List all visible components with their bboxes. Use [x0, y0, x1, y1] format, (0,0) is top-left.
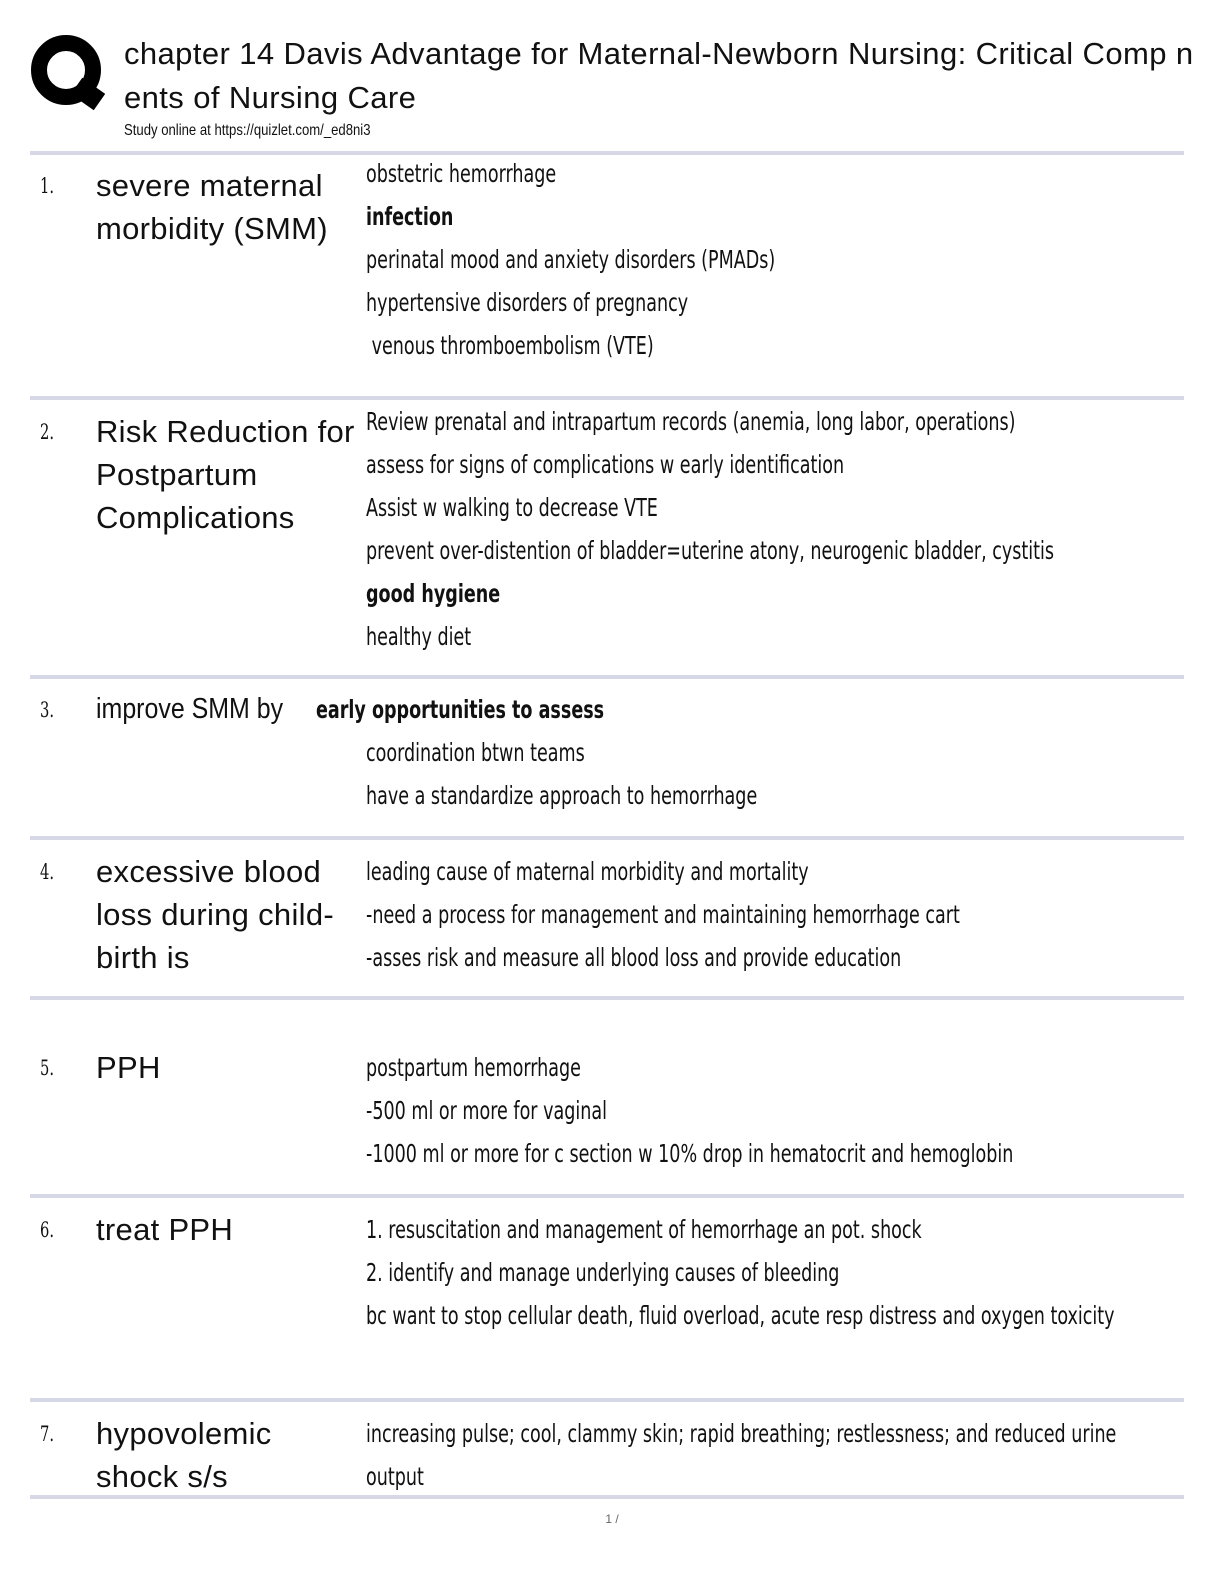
card-number: 2.	[40, 420, 55, 444]
definition-line: good hygiene	[366, 579, 501, 608]
divider	[30, 836, 1184, 840]
card-definition	[366, 850, 1186, 979]
definition-line: Review prenatal and intrapartum records (anemia, long labor, operations)	[366, 407, 1016, 436]
card-number: 6.	[40, 1218, 55, 1242]
definition-line: coordination btwn teams	[366, 738, 585, 767]
definition-line: -1000 ml or more for c section w 10% drop in hematocrit and hemoglobin	[366, 1139, 1014, 1168]
card-term: PPH	[96, 1050, 161, 1085]
definition-line: leading cause of maternal morbidity and mortality	[366, 857, 809, 886]
divider	[30, 1398, 1184, 1402]
card-term: treat PPH	[96, 1212, 234, 1247]
card-term: hypovolemic shock s/s	[96, 1416, 272, 1494]
card-definition	[366, 731, 1186, 817]
card-definition	[366, 152, 1186, 367]
divider	[30, 1194, 1184, 1198]
card-definition	[366, 1412, 1186, 1498]
quizlet-logo	[30, 34, 106, 110]
card-definition	[366, 1208, 1186, 1337]
definition-line: prevent over-distention of bladder=uterine atony, neurogenic bladder, cystitis	[366, 536, 1055, 565]
definition-line: assess for signs of complications w early identification	[366, 450, 845, 479]
card-definition	[366, 1046, 1186, 1175]
definition-line: -500 ml or more for vaginal	[366, 1096, 607, 1125]
definition-line: -need a process for management and maintaining hemorrhage cart	[366, 900, 960, 929]
study-online-link[interactable]: Study online at https://quizlet.com/_ed8ni3	[124, 122, 371, 139]
card-number: 5.	[40, 1056, 55, 1080]
card-term: excessive blood loss during child-birth is	[96, 854, 335, 975]
card-term: Risk Reduction for Postpartum Complications	[96, 414, 355, 535]
definition-line: perinatal mood and anxiety disorders (PMADs)	[366, 245, 776, 274]
card-definition	[366, 400, 1186, 658]
definition-line: 2. identify and manage underlying causes of bleeding	[366, 1258, 840, 1287]
definition-line: have a standardize approach to hemorrhage	[366, 781, 758, 810]
definition-line: obstetric hemorrhage	[366, 159, 557, 188]
definition-line: healthy diet	[366, 622, 472, 651]
definition-line: early opportunities to assess	[316, 695, 605, 724]
card-term: improve SMM by	[96, 693, 284, 725]
card-number: 3.	[40, 698, 55, 722]
card-number: 4.	[40, 860, 55, 884]
card-term: severe maternal morbidity (SMM)	[96, 168, 328, 246]
definition-line: infection	[366, 202, 454, 231]
definition-line: 1. resuscitation and management of hemorrhage an pot. shock	[366, 1215, 922, 1244]
divider	[30, 1495, 1184, 1499]
divider	[30, 675, 1184, 679]
definition-line: bc want to stop cellular death, fluid overload, acute resp distress and oxygen toxicity	[366, 1301, 1115, 1330]
page-title: chapter 14 Davis Advantage for Maternal-Newborn Nursing: Critical Comp nents of Nursing Care	[124, 36, 1194, 115]
card-number: 7.	[40, 1422, 55, 1446]
definition-line: venous thromboembolism (VTE)	[366, 331, 654, 360]
definition-line: -asses risk and measure all blood loss and provide education	[366, 943, 902, 972]
divider	[30, 996, 1184, 1000]
page-number: 1 /	[605, 1512, 619, 1526]
card-number: 1.	[40, 174, 55, 198]
definition-line: increasing pulse; cool, clammy skin; rapid breathing; restlessness; and reduced urine output	[366, 1419, 1117, 1491]
definition-line: hypertensive disorders of pregnancy	[366, 288, 689, 317]
definition-line: postpartum hemorrhage	[366, 1053, 581, 1082]
definition-line: Assist w walking to decrease VTE	[366, 493, 658, 522]
